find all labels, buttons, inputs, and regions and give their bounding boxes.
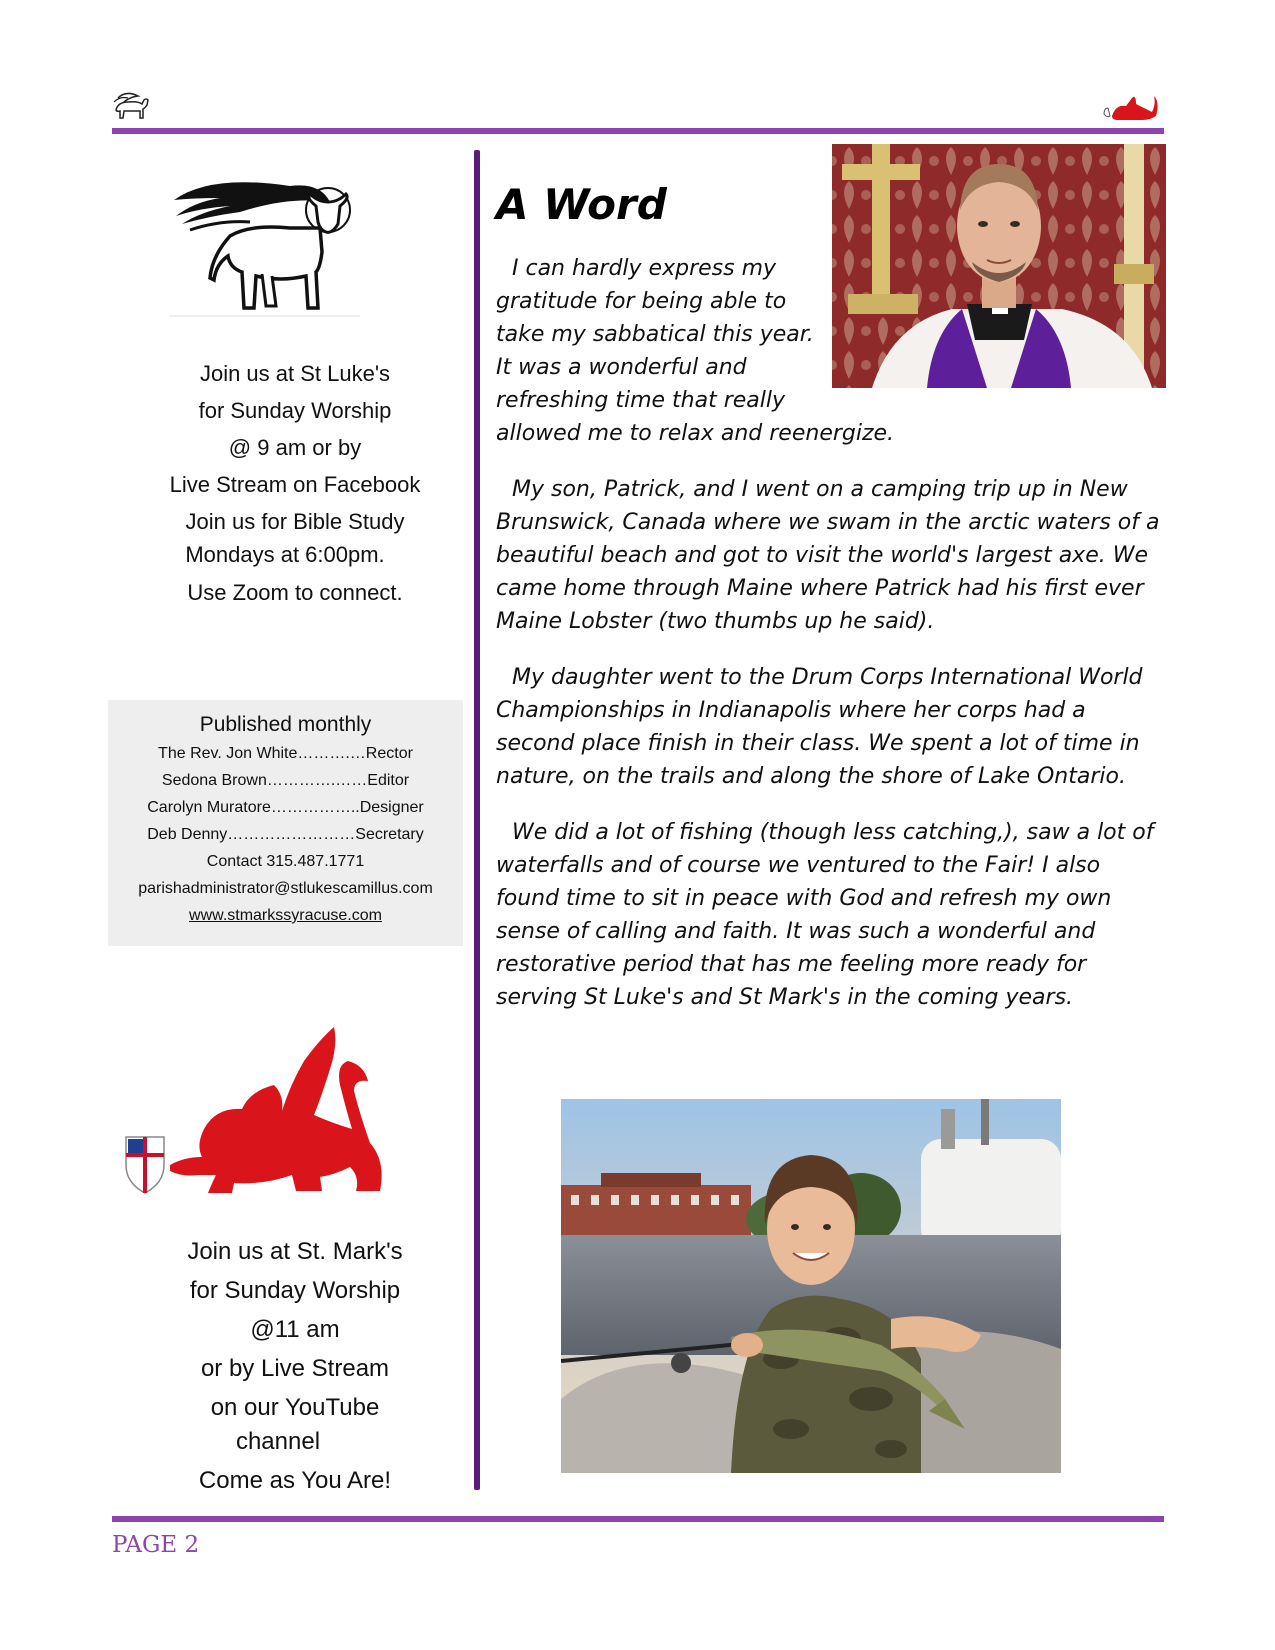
boy-fishing-photo	[561, 1099, 1061, 1473]
staff-designer: Carolyn Muratore……………..Designer	[147, 799, 424, 816]
lead-line: take my sabbatical this year.	[496, 322, 814, 347]
contact-phone: Contact 315.487.1771	[206, 853, 365, 870]
st-marks-worship-info	[150, 1232, 440, 1500]
st-lukes-line: Join us at St Luke's	[199, 361, 391, 386]
st-marks-line: for Sunday Worship	[189, 1277, 401, 1304]
article-title: A Word	[496, 180, 667, 229]
lead-tail: allowed me to relax and reenergize.	[496, 421, 895, 446]
staff-rector: The Rev. Jon White……….…Rector	[158, 745, 413, 762]
footer-rule	[112, 1516, 1164, 1522]
lead-line: refreshing time that really	[496, 388, 785, 413]
header-rule	[112, 128, 1164, 134]
st-marks-line: on our YouTube	[210, 1394, 380, 1421]
st-marks-line: Come as You Are!	[198, 1467, 392, 1494]
winged-lion-small-icon	[1102, 90, 1160, 124]
st-lukes-line: Use Zoom to connect.	[187, 580, 403, 605]
published-monthly: Published monthly	[199, 713, 372, 736]
st-marks-line: or by Live Stream	[200, 1355, 390, 1382]
st-lukes-line: @ 9 am or by	[228, 435, 362, 460]
st-marks-line: @11 am	[250, 1316, 340, 1343]
st-lukes-worship-info	[150, 355, 440, 611]
lead-line: It was a wonderful and	[496, 355, 747, 380]
staff-secretary: Deb Denny……………………Secretary	[147, 826, 424, 843]
lead-line: gratitude for being able to	[496, 289, 787, 314]
article-lead	[496, 252, 826, 417]
st-marks-line: Join us at St. Mark's	[187, 1238, 403, 1265]
article-paragraph: My daughter went to the Drum Corps International World Championships in Indianapolis where her corps had a second place finish in their class. We spent a lot of time in nature, on the trails and along the shore of Lake Ontario.	[496, 665, 1143, 789]
st-lukes-line: Join us for Bible Study	[185, 509, 405, 534]
staff-editor: Sedona Brown………….……Editor	[161, 772, 410, 789]
article-paragraph: We did a lot of fishing (though less catching,), saw a lot of waterfalls and of course we ventured to the Fair! I also found time to sit in peace with God and refresh my own sense of calling and faith. It was such a wonderful and restorative period that has me feeling more ready for serving St Luke's and St Mark's in the coming years.	[496, 820, 1154, 1010]
masthead-box	[108, 700, 463, 946]
st-lukes-line: Mondays at 6:00pm.	[185, 542, 385, 567]
lead-line: I can hardly express my	[512, 256, 777, 281]
article-paragraph: My son, Patrick, and I went on a camping trip up in New Brunswick, Canada where we swam in the arctic waters of a beautiful beach and got to visit the world's largest axe. We came home through Maine where Patrick had his first ever Maine Lobster (two thumbs up he said).	[496, 477, 1160, 634]
article-body	[496, 252, 1164, 1037]
winged-lion-logo	[124, 1025, 406, 1205]
st-marks-line: channel	[235, 1428, 321, 1455]
column-divider	[474, 150, 480, 1490]
page-number: PAGE 2	[112, 1532, 200, 1558]
winged-ox-logo	[170, 172, 370, 322]
contact-email[interactable]: parishadministrator@stlukescamillus.com	[138, 880, 433, 897]
st-lukes-line: for Sunday Worship	[198, 398, 392, 423]
website-link[interactable]: www.stmarkssyracuse.com	[189, 907, 382, 924]
st-lukes-line: Live Stream on Facebook	[169, 472, 421, 497]
winged-ox-small-icon	[110, 88, 152, 122]
